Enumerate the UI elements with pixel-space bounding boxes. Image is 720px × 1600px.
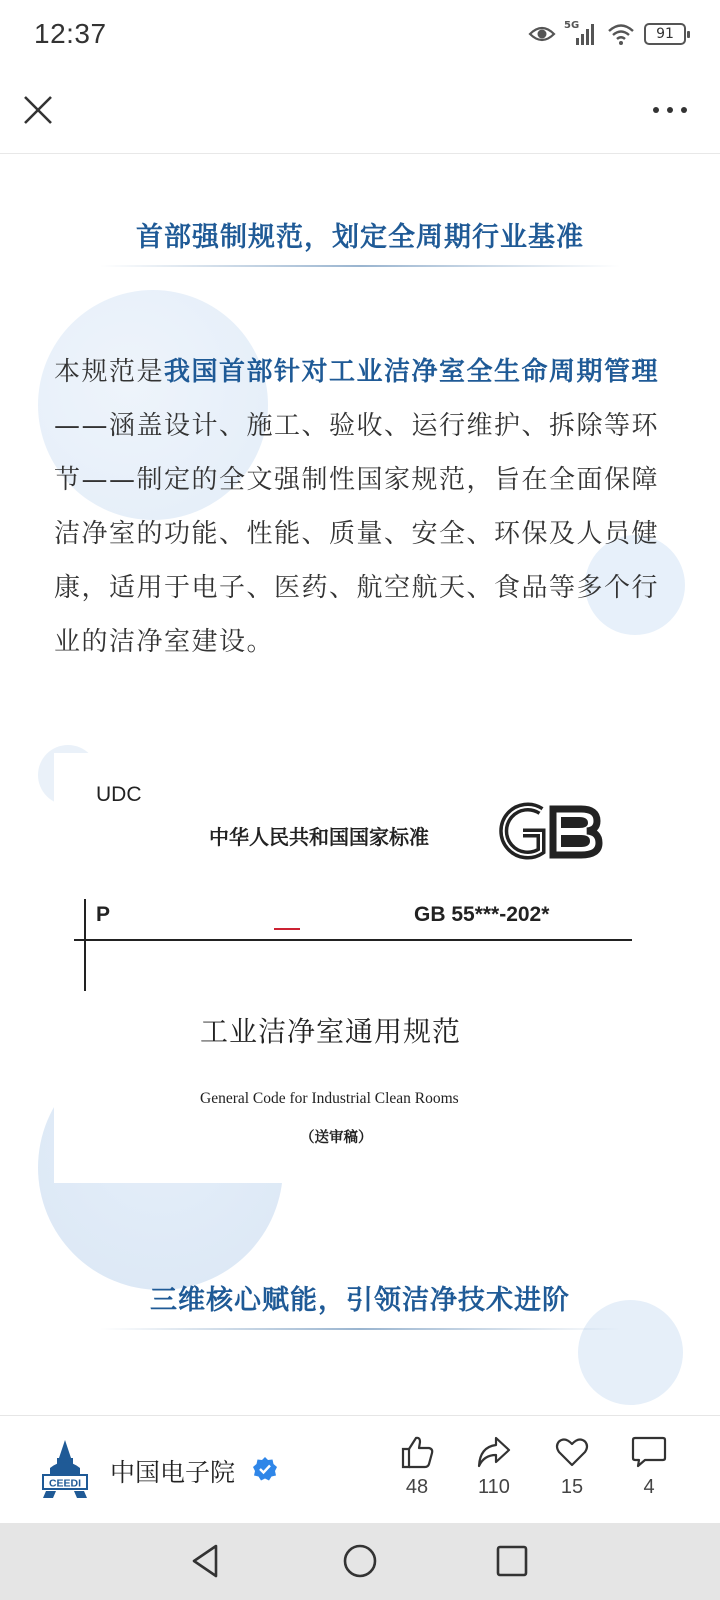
- doc-standard-number: GB 55***-202*: [414, 903, 550, 926]
- paragraph-text: ——涵盖设计、施工、验收、运行维护、拆除等环节——制定的全文强制性国家规范，旨在全面保障洁净室的功能、性能、质量、安全、环保及人员健康，适用于电子、医药、航空航天、食品等多个行业的洁净室建设。: [54, 411, 660, 657]
- share-button[interactable]: [462, 1434, 526, 1499]
- doc-redmark: [274, 928, 300, 930]
- battery-level: 91: [656, 26, 674, 42]
- section-title-2: 三维核心赋能，引领洁净技术进阶: [150, 1285, 570, 1316]
- cellular-signal-icon: [564, 22, 598, 46]
- paragraph-highlight: 我国首部针对工业洁净室全生命周期管理: [164, 357, 660, 387]
- title-underline: [100, 1328, 620, 1330]
- standard-document-image[interactable]: [54, 753, 664, 1183]
- comment-count: 4: [643, 1476, 655, 1498]
- doc-draft-note: （送审稿）: [300, 1130, 373, 1146]
- doc-title-cn: 工业洁净室通用规范: [200, 1015, 462, 1048]
- back-triangle-icon[interactable]: [186, 1541, 226, 1581]
- doc-divider: [74, 939, 632, 941]
- top-bar: [0, 68, 720, 154]
- doc-title-en: General Code for Industrial Clean Rooms: [200, 1090, 459, 1107]
- more-icon[interactable]: [650, 98, 690, 122]
- share-count: 110: [478, 1476, 510, 1498]
- doc-p-label: P: [96, 903, 111, 926]
- share-arrow-icon: [476, 1434, 512, 1470]
- like-count: 48: [405, 1476, 429, 1498]
- heart-icon: [554, 1434, 590, 1470]
- comment-bubble-icon: [631, 1434, 667, 1470]
- battery-icon: [644, 23, 686, 45]
- verified-badge-icon: [252, 1456, 278, 1482]
- system-nav-bar: [0, 1523, 720, 1600]
- avatar-label: CEEDI: [48, 1477, 82, 1490]
- eye-icon: [528, 24, 556, 44]
- favorite-button[interactable]: [540, 1434, 604, 1499]
- section-title-1: 首部强制规范，划定全周期行业基准: [136, 222, 584, 253]
- doc-national-standard: 中华人民共和国国家标准: [209, 825, 429, 849]
- network-type: 5G: [564, 20, 580, 31]
- like-button[interactable]: [385, 1434, 449, 1499]
- ceedi-avatar[interactable]: [40, 1438, 90, 1500]
- article-paragraph: [54, 345, 668, 669]
- comment-button[interactable]: [617, 1434, 681, 1499]
- status-icons: [528, 22, 686, 46]
- thumbs-up-icon: [399, 1434, 435, 1470]
- home-circle-icon[interactable]: [340, 1541, 380, 1581]
- favorite-count: 15: [560, 1476, 584, 1498]
- doc-divider-vertical: [84, 899, 86, 991]
- status-time: 12:37: [34, 18, 107, 49]
- status-bar: [0, 0, 720, 68]
- bottom-action-bar: [0, 1415, 720, 1523]
- gb-logo: [491, 801, 603, 861]
- title-underline: [100, 265, 620, 267]
- doc-udc: UDC: [96, 783, 142, 806]
- paragraph-text: 本规范是: [54, 357, 165, 387]
- article-content[interactable]: [0, 155, 720, 1415]
- recent-apps-square-icon[interactable]: [492, 1541, 532, 1581]
- close-icon[interactable]: [20, 92, 56, 128]
- wifi-icon: [606, 22, 636, 46]
- author-name[interactable]: 中国电子院: [110, 1458, 236, 1487]
